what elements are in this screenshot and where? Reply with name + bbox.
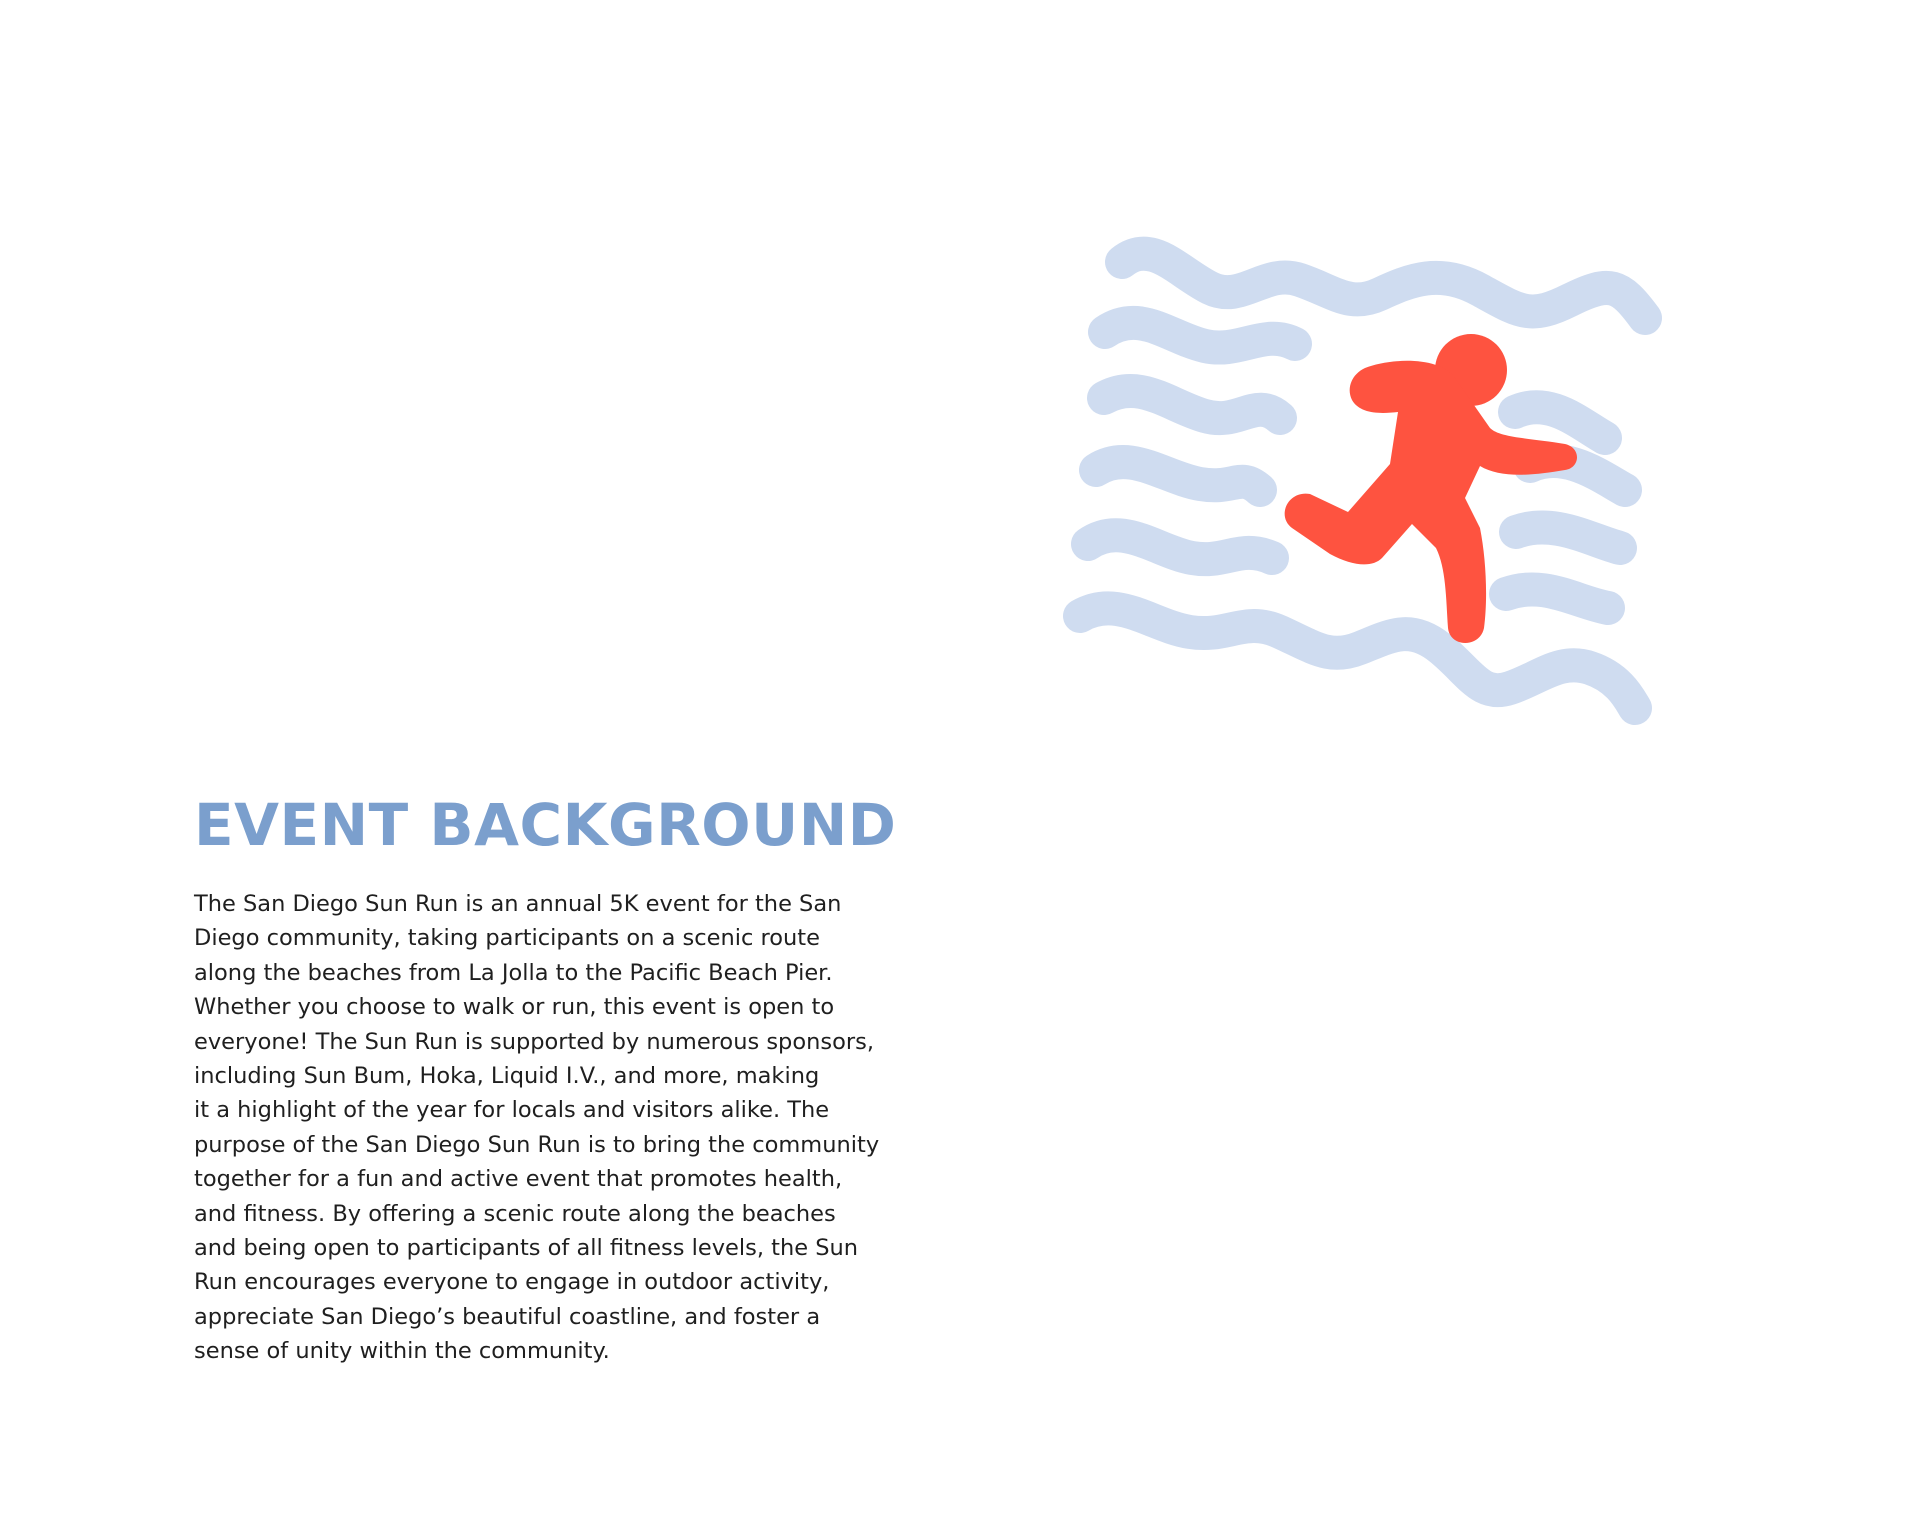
body-line: along the beaches from La Jolla to the Pacific Beach Pier. <box>194 959 833 986</box>
wave-stroke <box>1515 407 1605 438</box>
body-line: Whether you choose to walk or run, this event is open to <box>194 994 835 1021</box>
body-line: sense of unity within the community. <box>194 1338 610 1365</box>
body-line: together for a fun and active event that promotes health, <box>194 1166 843 1193</box>
wave-stroke <box>1088 535 1272 559</box>
wave-stroke <box>1105 323 1295 348</box>
wave-stroke <box>1516 527 1620 548</box>
body-line: Run encourages everyone to engage in outdoor activity, <box>194 1269 830 1296</box>
wave-stroke <box>1104 391 1280 418</box>
runner-over-waves-icon <box>1060 228 1672 728</box>
body-line: purpose of the San Diego Sun Run is to bring the community <box>194 1131 880 1158</box>
body-line: The San Diego Sun Run is an annual 5K event for the San <box>194 891 842 917</box>
body-line: it a highlight of the year for locals and visitors alike. The <box>194 1097 830 1124</box>
wave-stroke <box>1506 589 1608 608</box>
body-line: Diego community, taking participants on a scenic route <box>194 925 820 952</box>
sun-run-logo <box>1060 228 1672 728</box>
body-line: and fitness. By offering a scenic route along the beaches <box>194 1200 836 1227</box>
event-description <box>194 887 914 1369</box>
body-line: and being open to participants of all fitness levels, the Sun <box>194 1235 859 1262</box>
wave-stroke <box>1080 608 1635 708</box>
body-line: appreciate San Diego’s beautiful coastline, and foster a <box>194 1303 821 1330</box>
body-line: including Sun Bum, Hoka, Liquid I.V., and more, making <box>194 1063 820 1090</box>
wave-stroke <box>1122 254 1645 318</box>
section-heading: EVENT BACKGROUND <box>194 791 897 859</box>
wave-stroke <box>1096 462 1260 490</box>
body-line: everyone! The Sun Run is supported by numerous sponsors, <box>194 1028 874 1055</box>
